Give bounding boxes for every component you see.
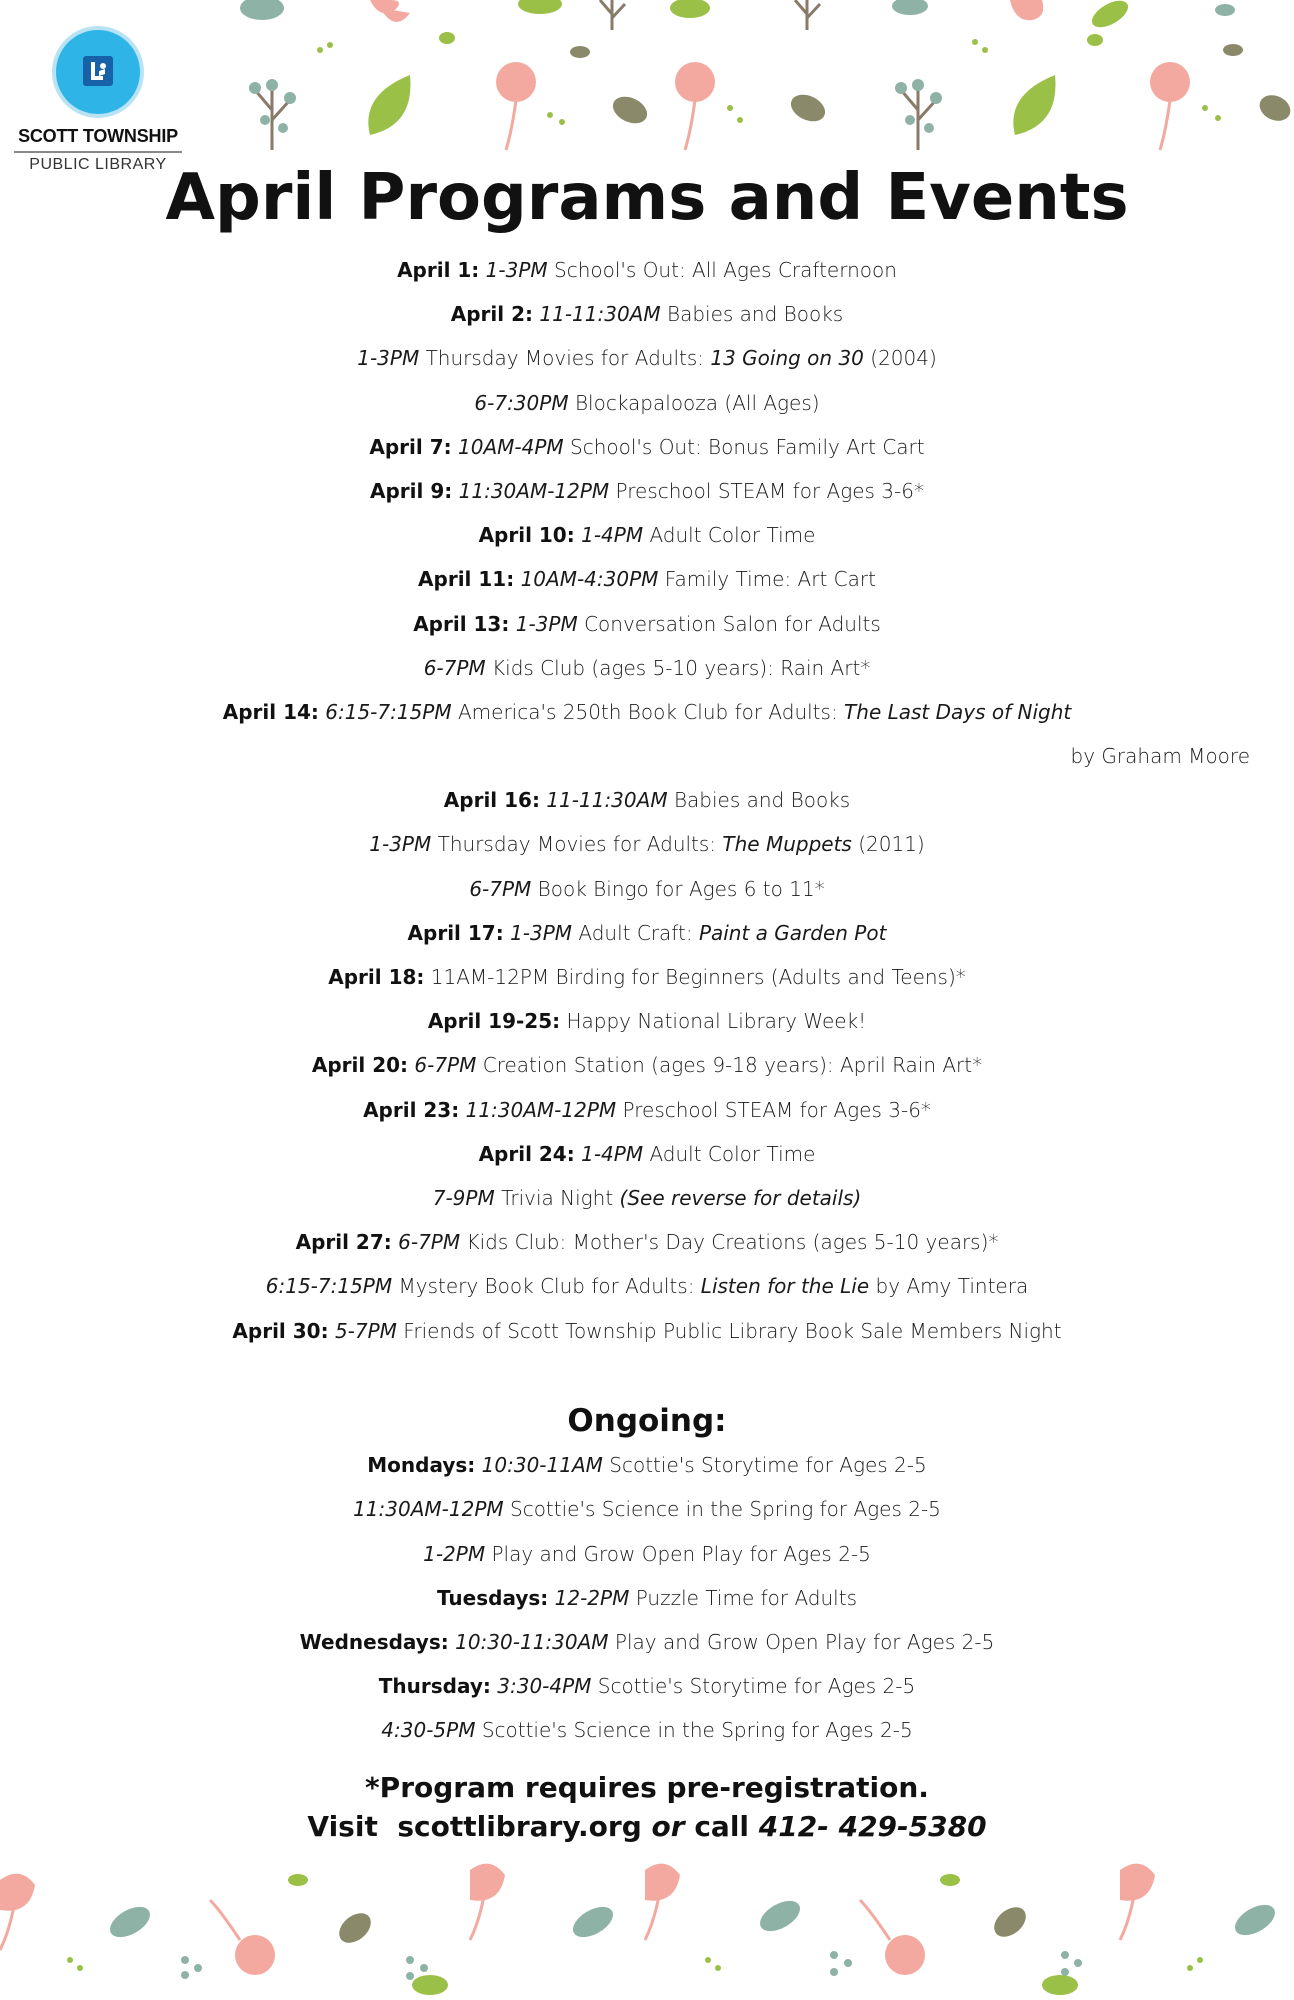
event-line bbox=[0, 292, 1294, 336]
event-line bbox=[0, 1176, 1294, 1220]
event-date: Thursday: bbox=[378, 1674, 491, 1699]
contact-line bbox=[0, 1807, 1294, 1846]
phone-number: 412- 429-5380 bbox=[758, 1810, 987, 1843]
event-suffix: (2004) bbox=[870, 346, 937, 371]
library-logo-icon bbox=[52, 26, 144, 118]
event-date: April 7: bbox=[369, 434, 452, 459]
event-line bbox=[0, 1264, 1294, 1308]
dot-icon bbox=[327, 42, 333, 48]
or-label: or bbox=[651, 1810, 685, 1843]
event-time: 10:30-11:30AM bbox=[455, 1629, 609, 1654]
event-title: Play and Grow Open Play for Ages 2-5 bbox=[614, 1629, 995, 1654]
event-date: Mondays: bbox=[367, 1453, 476, 1478]
leaf-icon bbox=[1088, 0, 1133, 33]
leaf-icon bbox=[1223, 44, 1243, 56]
event-title: Puzzle Time for Adults bbox=[635, 1585, 857, 1610]
event-line bbox=[0, 1132, 1294, 1176]
event-date: April 18: bbox=[328, 965, 425, 989]
event-italic: Listen for the Lie bbox=[700, 1274, 870, 1299]
dot-icon bbox=[1215, 115, 1221, 121]
event-title: Family Time: Art Cart bbox=[664, 567, 876, 592]
event-time: 1-4PM bbox=[581, 523, 644, 548]
event-line bbox=[0, 1532, 1294, 1576]
leaf-icon bbox=[105, 1874, 1280, 1995]
event-title: School's Out: Bonus Family Art Cart bbox=[570, 434, 925, 459]
event-title: Scottie's Storytime for Ages 2-5 bbox=[609, 1453, 927, 1478]
event-time: 1-3PM bbox=[515, 611, 578, 636]
event-line bbox=[0, 1576, 1294, 1620]
event-date: April 24: bbox=[478, 1141, 575, 1166]
event-line bbox=[0, 999, 1294, 1043]
event-date: April 17: bbox=[407, 920, 504, 945]
event-line bbox=[0, 1088, 1294, 1132]
event-title: Friends of Scott Township Public Library Book Sale Members Night bbox=[403, 1318, 1062, 1343]
dot-icon bbox=[1202, 105, 1208, 111]
library-logo bbox=[8, 26, 188, 174]
event-title: School's Out: All Ages Crafternoon bbox=[554, 258, 897, 282]
event-time: 6-7PM bbox=[469, 876, 532, 901]
event-time: 6-7PM bbox=[398, 1230, 461, 1255]
event-title: Babies and Books bbox=[666, 302, 844, 327]
event-date: April 27: bbox=[295, 1230, 392, 1255]
event-title: Book Bingo for Ages 6 to 11* bbox=[537, 876, 825, 901]
event-time: 12-2PM bbox=[554, 1585, 630, 1610]
event-date: April 1: bbox=[397, 258, 480, 282]
leaf-icon bbox=[1215, 4, 1235, 16]
call-label: call bbox=[694, 1810, 750, 1843]
event-date: April 19-25: bbox=[427, 1009, 561, 1034]
event-title: Mystery Book Club for Adults: bbox=[398, 1274, 695, 1299]
event-date: April 13: bbox=[413, 611, 510, 636]
event-line bbox=[0, 602, 1294, 646]
event-time: 1-3PM bbox=[369, 832, 432, 857]
event-time: 10:30-11AM bbox=[481, 1453, 603, 1478]
event-title: Scottie's Storytime for Ages 2-5 bbox=[597, 1674, 916, 1699]
event-line bbox=[0, 867, 1294, 911]
visit-label: Visit bbox=[307, 1810, 378, 1843]
event-line bbox=[0, 1620, 1294, 1664]
event-title: Happy National Library Week! bbox=[566, 1009, 867, 1034]
event-date: April 2: bbox=[450, 302, 534, 327]
event-line bbox=[0, 557, 1294, 601]
event-time: 11-11:30AM bbox=[539, 302, 661, 327]
event-line bbox=[0, 381, 1294, 425]
event-time: 1-3PM bbox=[485, 258, 548, 282]
event-date: April 16: bbox=[443, 788, 540, 813]
event-time: 1-2PM bbox=[423, 1541, 486, 1566]
event-time: 11-11:30AM bbox=[546, 788, 668, 813]
floral-border-top bbox=[0, 0, 1294, 160]
events-list bbox=[0, 248, 1294, 1353]
floral-border-bottom bbox=[0, 1860, 1294, 2000]
event-continuation: by Graham Moore bbox=[1070, 744, 1250, 769]
event-title: 11AM-12PM Birding for Beginners (Adults and Teens)* bbox=[430, 965, 966, 989]
leaf-icon bbox=[892, 0, 928, 15]
dot-icon bbox=[559, 119, 565, 125]
event-time: 6:15-7:15PM bbox=[325, 699, 452, 724]
event-line bbox=[0, 955, 1294, 999]
dot-icon bbox=[317, 47, 323, 53]
event-italic: The Last Days of Night bbox=[844, 699, 1072, 724]
logo-divider bbox=[14, 151, 182, 153]
dot-icon bbox=[727, 105, 733, 111]
event-time: 1-3PM bbox=[357, 346, 420, 371]
ongoing-list bbox=[0, 1443, 1294, 1752]
event-title: America's 250th Book Club for Adults: bbox=[457, 699, 838, 724]
event-suffix: (2011) bbox=[858, 832, 925, 857]
flower-icon bbox=[496, 62, 1190, 150]
event-time: 6-7PM bbox=[414, 1053, 477, 1078]
leaf-icon bbox=[609, 92, 652, 129]
event-line bbox=[0, 1443, 1294, 1487]
website-link[interactable]: scottlibrary.org bbox=[397, 1810, 642, 1843]
leaf-icon bbox=[670, 0, 710, 18]
dot-icon bbox=[181, 1951, 1082, 1980]
event-time: 4:30-5PM bbox=[381, 1718, 476, 1743]
library-subtitle: PUBLIC LIBRARY bbox=[29, 156, 167, 173]
event-time: 3:30-4PM bbox=[497, 1674, 592, 1699]
page-title: April Programs and Events bbox=[165, 161, 1129, 235]
dot-icon bbox=[547, 112, 553, 118]
dot-icon bbox=[972, 39, 978, 45]
event-title: Thursday Movies for Adults: bbox=[437, 832, 717, 857]
leaf-icon bbox=[240, 0, 284, 20]
event-italic: (See reverse for details) bbox=[619, 1185, 862, 1210]
ongoing-section bbox=[0, 1399, 1294, 1753]
event-time: 6-7:30PM bbox=[474, 390, 569, 415]
event-title: Play and Grow Open Play for Ages 2-5 bbox=[491, 1541, 871, 1566]
event-time: 5-7PM bbox=[334, 1318, 397, 1343]
event-line bbox=[0, 646, 1294, 690]
leaf-icon bbox=[1013, 75, 1055, 135]
event-line bbox=[0, 336, 1294, 380]
event-line bbox=[0, 248, 1294, 292]
leaf-icon bbox=[570, 46, 590, 58]
event-time: 10AM-4PM bbox=[458, 434, 564, 459]
event-line bbox=[0, 690, 1294, 734]
event-date: April 9: bbox=[370, 478, 453, 503]
footer-note bbox=[0, 1768, 1294, 1846]
sprig-icon bbox=[255, 0, 936, 150]
event-italic: Paint a Garden Pot bbox=[698, 920, 887, 945]
event-time: 11:30AM-12PM bbox=[465, 1097, 617, 1122]
event-title: Adult Color Time bbox=[649, 523, 816, 548]
event-line bbox=[0, 1043, 1294, 1087]
event-title: Creation Station (ages 9-18 years): April Rain Art* bbox=[482, 1053, 983, 1078]
event-date: April 23: bbox=[363, 1097, 460, 1122]
event-line bbox=[0, 425, 1294, 469]
event-time: 6:15-7:15PM bbox=[265, 1274, 393, 1299]
event-line bbox=[0, 1220, 1294, 1264]
event-date: Wednesdays: bbox=[299, 1629, 449, 1654]
event-line bbox=[0, 469, 1294, 513]
event-time: 11:30AM-12PM bbox=[458, 478, 610, 503]
registration-note: *Program requires pre-registration. bbox=[365, 1771, 929, 1804]
event-title: Adult Color Time bbox=[649, 1141, 816, 1166]
event-line bbox=[0, 1309, 1294, 1353]
event-date: Tuesdays: bbox=[436, 1585, 549, 1610]
event-date: April 11: bbox=[418, 567, 515, 592]
event-date: April 14: bbox=[222, 699, 319, 724]
leaf-icon bbox=[1255, 90, 1294, 125]
event-italic: 13 Going on 30 bbox=[710, 346, 864, 371]
event-title: Blockapalooza (All Ages) bbox=[574, 390, 820, 415]
library-name: SCOTT TOWNSHIP bbox=[18, 126, 178, 146]
event-line bbox=[0, 734, 1294, 778]
event-title: Babies and Books bbox=[673, 788, 851, 813]
event-time: 6-7PM bbox=[423, 655, 486, 680]
event-date: April 10: bbox=[478, 523, 575, 548]
leaf-icon bbox=[787, 90, 830, 127]
leaf-icon bbox=[518, 0, 562, 14]
event-line bbox=[0, 1664, 1294, 1708]
event-date: April 20: bbox=[311, 1053, 409, 1078]
event-line bbox=[0, 911, 1294, 955]
event-title: Preschool STEAM for Ages 3-6* bbox=[622, 1097, 931, 1122]
event-date: April 30: bbox=[232, 1318, 329, 1343]
event-line bbox=[0, 513, 1294, 557]
event-title: Kids Club (ages 5-10 years): Rain Art* bbox=[492, 655, 871, 680]
ongoing-heading: Ongoing: bbox=[567, 1403, 727, 1439]
event-time: 1-4PM bbox=[581, 1141, 644, 1166]
event-time: 1-3PM bbox=[510, 920, 573, 945]
event-title: Preschool STEAM for Ages 3-6* bbox=[615, 478, 924, 503]
event-title: Kids Club: Mother's Day Creations (ages 5-10 years)* bbox=[466, 1230, 999, 1255]
event-time: 7-9PM bbox=[432, 1185, 495, 1210]
event-title: Trivia Night bbox=[501, 1185, 614, 1210]
leaf-icon bbox=[439, 32, 455, 44]
flower-icon bbox=[370, 0, 410, 22]
dot-icon bbox=[737, 117, 743, 123]
event-title: Conversation Salon for Adults bbox=[584, 611, 881, 636]
leaf-icon bbox=[368, 75, 410, 135]
event-title: Scottie's Science in the Spring for Ages 2-5 bbox=[510, 1497, 941, 1522]
event-title: Thursday Movies for Adults: bbox=[425, 346, 704, 371]
event-italic: The Muppets bbox=[722, 832, 852, 857]
event-title: Scottie's Science in the Spring for Ages 2-5 bbox=[481, 1718, 913, 1743]
event-line bbox=[0, 1487, 1294, 1531]
event-suffix: by Amy Tintera bbox=[875, 1274, 1029, 1299]
event-title: Adult Craft: bbox=[578, 920, 693, 945]
flower-icon bbox=[0, 1864, 1155, 1975]
leaf-icon bbox=[1087, 34, 1103, 46]
event-line bbox=[0, 822, 1294, 866]
event-line bbox=[0, 778, 1294, 822]
event-time: 10AM-4:30PM bbox=[520, 567, 659, 592]
event-line bbox=[0, 1708, 1294, 1752]
event-time: 11:30AM-12PM bbox=[353, 1497, 504, 1522]
dot-icon bbox=[982, 47, 988, 53]
flower-icon bbox=[1010, 0, 1043, 20]
